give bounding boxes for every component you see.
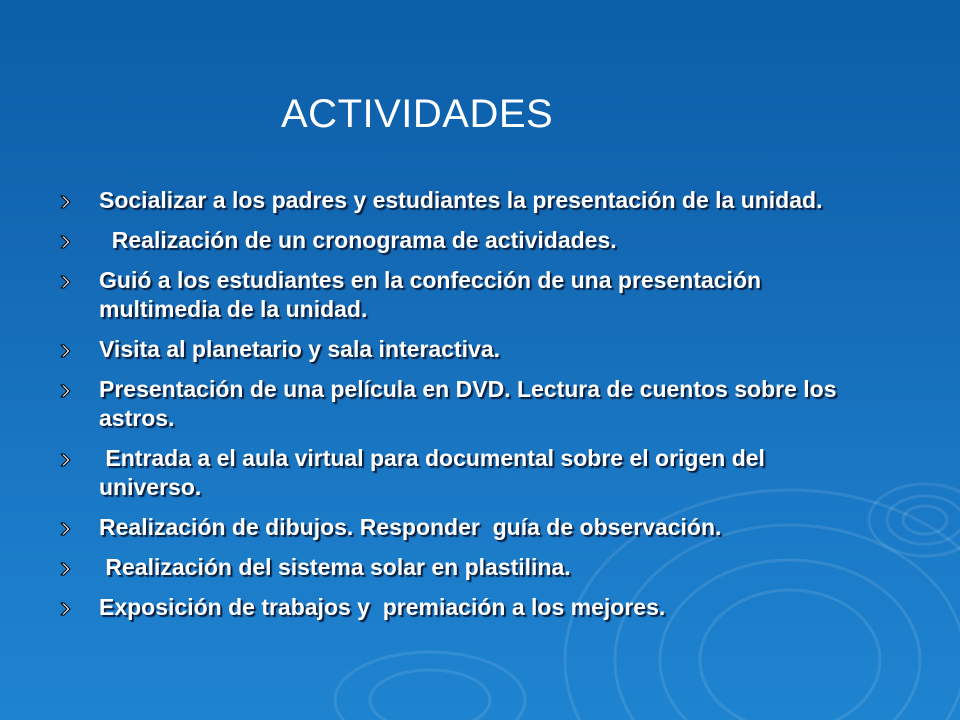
arrow-bullet-icon (60, 275, 74, 289)
activity-item-text: Visita al planetario y sala interactiva. (99, 336, 500, 362)
activity-item-text: Exposición de trabajos y premiación a los mejores. (99, 594, 666, 620)
activity-item (60, 444, 860, 502)
activity-item-text: Entrada a el aula virtual para documental sobre el origen del universo. (99, 445, 772, 500)
arrow-bullet-icon (60, 235, 74, 249)
activity-item (60, 513, 860, 542)
activity-item-text: Realización de dibujos. Responder guía de observación. (99, 514, 722, 540)
arrow-bullet-icon (60, 522, 74, 536)
arrow-bullet-icon (60, 602, 74, 616)
activity-item-text: Realización de un cronograma de actividades. (99, 227, 617, 253)
arrow-bullet-icon (60, 562, 74, 576)
activity-item (60, 593, 860, 622)
activity-item (60, 186, 860, 215)
activity-list (60, 186, 860, 633)
activity-item (60, 266, 860, 324)
activity-item-text: Socializar a los padres y estudiantes la presentación de la unidad. (99, 187, 823, 213)
activity-item (60, 553, 860, 582)
activity-item-text: Presentación de una película en DVD. Lectura de cuentos sobre los astros. (99, 376, 843, 431)
arrow-bullet-icon (60, 453, 74, 467)
arrow-bullet-icon (60, 384, 74, 398)
activity-item-text: Realización del sistema solar en plastilina. (99, 554, 571, 580)
activity-item (60, 375, 860, 433)
arrow-bullet-icon (60, 344, 74, 358)
arrow-bullet-icon (60, 195, 74, 209)
activity-item-text: Guió a los estudiantes en la confección de una presentación multimedia de la unidad. (99, 267, 768, 322)
activity-item (60, 335, 860, 364)
activity-item (60, 226, 860, 255)
slide-title: ACTIVIDADES (281, 92, 554, 136)
